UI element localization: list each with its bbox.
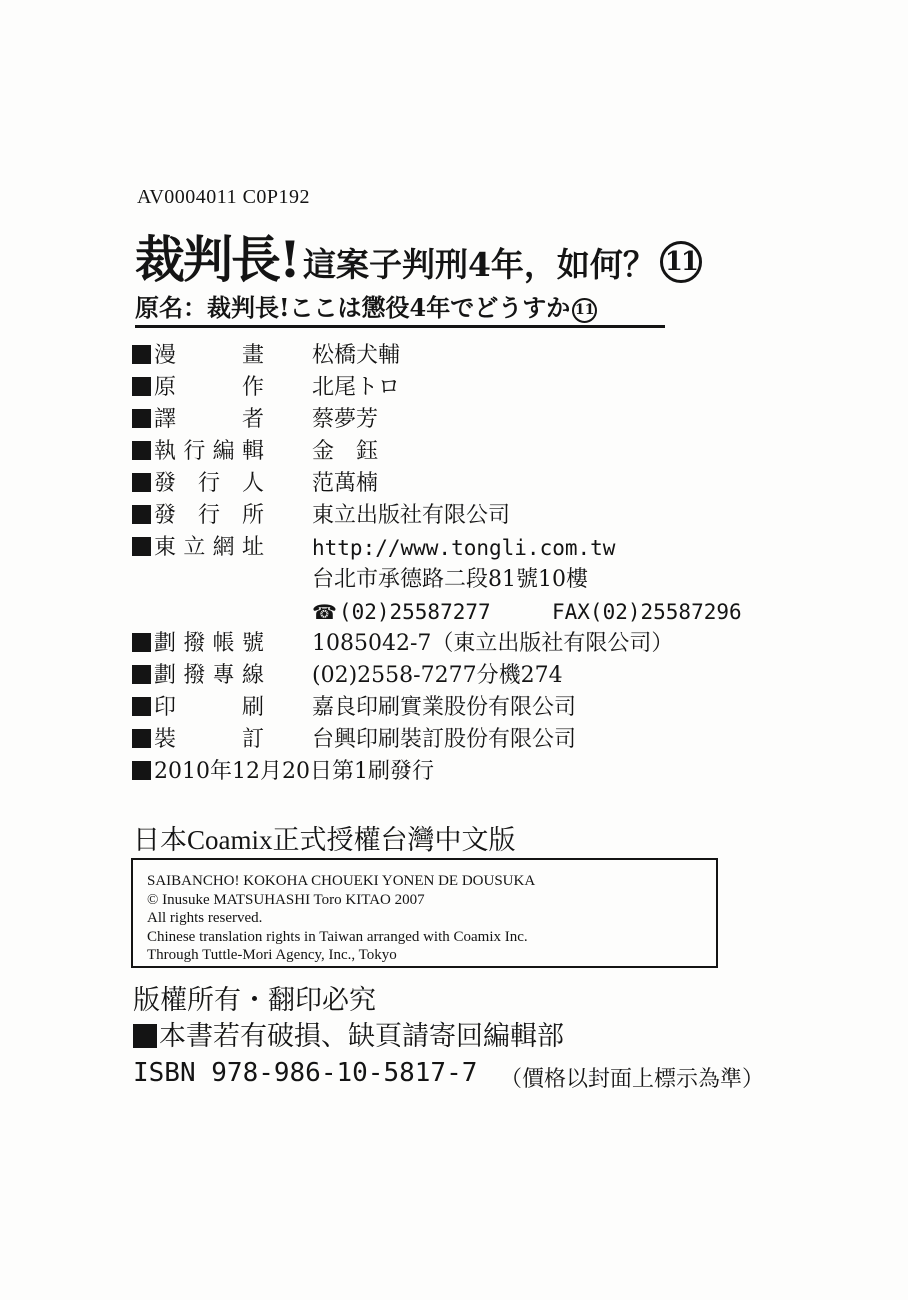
bullet-square-icon [132, 761, 151, 780]
credit-label: 印 刷 [154, 695, 264, 720]
rights-reserved: 版權所有・翻印必究 [133, 985, 376, 1016]
credit-value: (02)2558-7277分機274 [312, 663, 563, 688]
website-url: http://www.tongli.com.tw [312, 536, 616, 560]
telephone-icon: ☎ [312, 600, 337, 624]
credit-row-publisher [132, 468, 434, 500]
credit-label: 劃撥專線 [154, 663, 264, 688]
original-title [135, 288, 665, 328]
publisher-address: 台北市承德路二段81號10樓 [312, 567, 588, 592]
bullet-square-icon [132, 409, 151, 428]
credit-value: 嘉良印刷實業股份有限公司 [312, 695, 577, 720]
credit-value: 蔡夢芳 [312, 407, 379, 432]
credit-label: 譯 者 [154, 407, 264, 432]
credit-label: 原 作 [154, 375, 264, 400]
bullet-square-icon [132, 729, 151, 748]
price-note: （價格以封面上標示為準） [500, 1067, 765, 1092]
credit-row-postal-account [132, 628, 674, 660]
bullet-square-icon [132, 633, 151, 652]
credit-row-printer [132, 692, 577, 724]
bullet-square-icon [132, 537, 151, 556]
credit-row-website [132, 532, 616, 564]
copyright-line: Through Tuttle-Mori Agency, Inc., Tokyo [147, 947, 397, 963]
copyright-line: Chinese translation rights in Taiwan arranged with Coamix Inc. [147, 928, 528, 945]
title-sub: 這案子判刑4年，如何？ [302, 245, 656, 284]
copyright-line: All rights reserved. [147, 910, 263, 926]
volume-number: 11 [660, 241, 702, 283]
credit-label: 裝 訂 [154, 727, 264, 752]
phone-number: (02)25587277 [338, 600, 491, 624]
damage-notice [133, 1014, 564, 1053]
print-date-row [132, 756, 434, 788]
credits-list [132, 340, 742, 788]
credit-value: 台興印刷裝訂股份有限公司 [312, 727, 577, 752]
bullet-square-icon [133, 1024, 157, 1048]
bullet-square-icon [132, 473, 151, 492]
copyright-box [131, 858, 718, 968]
credit-label: 漫 畫 [154, 343, 264, 368]
credit-label: 發行所 [154, 503, 264, 528]
phone-row [132, 596, 742, 628]
credit-value: 1085042-7（東立出版社有限公司） [312, 631, 674, 656]
credit-label: 東立網址 [154, 535, 264, 560]
authorized-edition: 日本Coamix正式授權台灣中文版 [133, 825, 516, 855]
credit-value: 松橋犬輔 [312, 343, 401, 368]
copyright-line: SAIBANCHO! KOKOHA CHOUEKI YONEN DE DOUSUKA [147, 873, 536, 889]
credit-row-original-author [132, 372, 434, 404]
bullet-square-icon [132, 665, 151, 684]
credit-value: 范萬楠 [312, 471, 379, 496]
bullet-square-icon [132, 345, 151, 364]
credit-label: 執行編輯 [154, 439, 264, 464]
catalog-codes: AV0004011 C0P192 [137, 186, 311, 208]
credit-row-postal-hotline [132, 660, 563, 692]
isbn: ISBN 978-986-10-5817-7 [133, 1058, 478, 1088]
credit-label: 劃撥帳號 [154, 631, 264, 656]
credit-row-binder [132, 724, 577, 756]
bullet-square-icon [132, 441, 151, 460]
bullet-square-icon [132, 377, 151, 396]
address-row [132, 564, 588, 596]
fax-number: FAX(02)25587296 [552, 600, 742, 624]
damage-notice-text: 本書若有破損、缺頁請寄回編輯部 [159, 1021, 564, 1052]
copyright-line: © Inusuke MATSUHASHI Toro KITAO 2007 [147, 891, 425, 908]
credit-label: 發行人 [154, 471, 264, 496]
print-date: 2010年12月20日第1刷發行 [154, 759, 434, 784]
original-title-text: 原名：裁判長!ここは懲役4年でどうすか [135, 293, 571, 322]
credit-value: 東立出版社有限公司 [312, 503, 511, 528]
bullet-square-icon [132, 505, 151, 524]
credit-value: 金 鈺 [312, 439, 379, 464]
credit-row-publishing-house [132, 500, 511, 532]
credit-value: 北尾トロ [312, 375, 401, 400]
original-volume-number: 11 [572, 298, 597, 323]
credit-row-artist [132, 340, 434, 372]
credit-row-translator [132, 404, 434, 436]
bullet-square-icon [132, 697, 151, 716]
credit-row-editor [132, 436, 434, 468]
title-main: 裁判長! [135, 230, 299, 289]
book-title [135, 225, 702, 289]
